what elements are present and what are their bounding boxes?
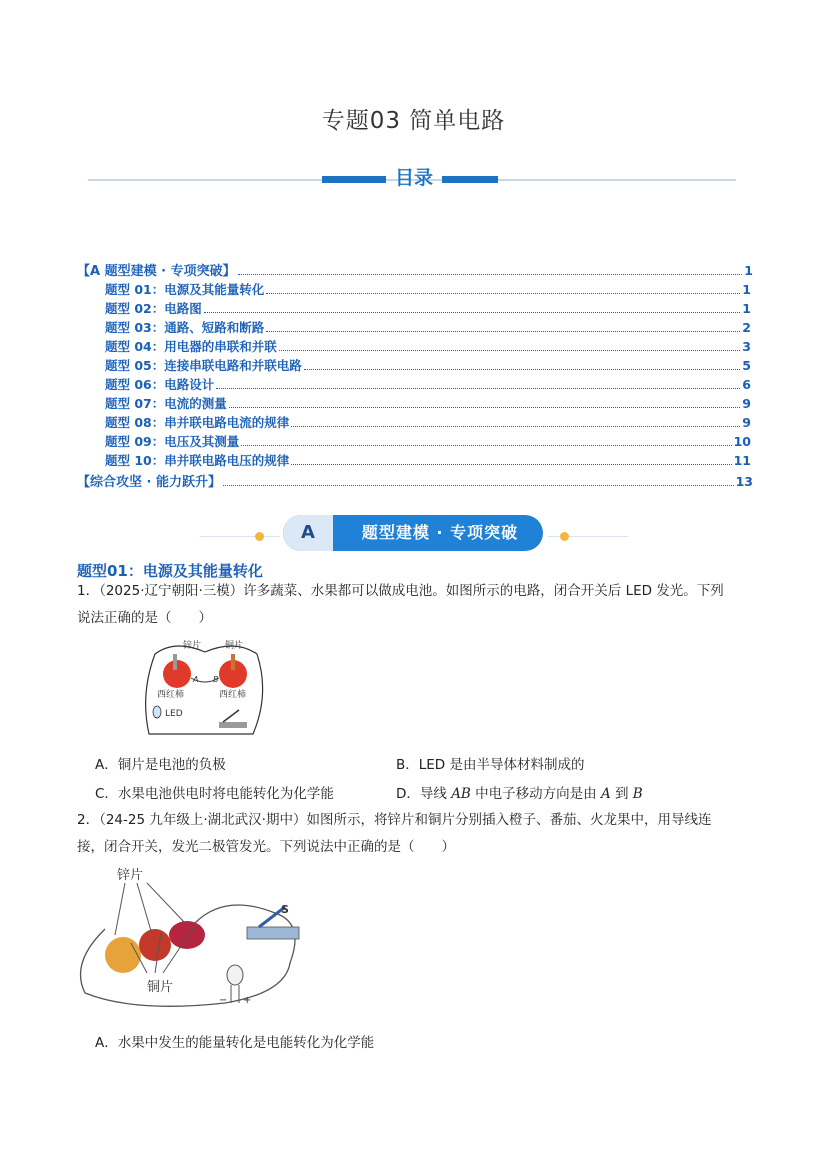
- toc-dots: [291, 426, 740, 427]
- q2-tomato: [139, 929, 171, 961]
- q1-zinc-plate: [173, 654, 177, 670]
- toc-item[interactable]: [105, 451, 751, 469]
- toc-section-label: 【A 题型建模 · 专项突破】: [77, 264, 236, 279]
- q1-label-copper: 铜片: [225, 641, 244, 651]
- toc-heading: 目录: [394, 167, 433, 189]
- toc-dots: [238, 274, 743, 275]
- q2-stem: [77, 807, 757, 861]
- q2-dragon-fruit: [169, 921, 205, 949]
- q1-led-icon: [153, 706, 161, 718]
- toc-item-label: 题型 02：电路图: [105, 301, 202, 316]
- banner-letter: A: [283, 515, 333, 551]
- toc-item[interactable]: [105, 413, 751, 431]
- toc-page: 1: [742, 301, 751, 316]
- toc-item-label: 题型 04：用电器的串联和并联: [105, 339, 277, 354]
- toc-dots: [216, 388, 740, 389]
- toc-page: 9: [742, 396, 751, 411]
- q1-switch-lever: [223, 710, 239, 722]
- q1-label-tomato-left: 西红柿: [157, 690, 185, 700]
- toc-item[interactable]: [105, 375, 751, 393]
- q2-orange: [105, 937, 141, 973]
- q2-label-minus: −: [219, 995, 228, 1006]
- q1-stem: [77, 578, 757, 632]
- toc-item-label: 题型 09：电压及其测量: [105, 434, 240, 449]
- toc-item-label: 题型 07：电流的测量: [105, 396, 227, 411]
- toc-item[interactable]: [105, 280, 751, 298]
- toc-item-label: 题型 08：串并联电路电流的规律: [105, 415, 290, 430]
- banner-line-left: [200, 536, 280, 537]
- toc-page: 1: [742, 282, 751, 297]
- toc-dots: [266, 331, 740, 332]
- toc-page: 10: [733, 434, 751, 449]
- toc-dots: [266, 293, 740, 294]
- toc-item-label: 题型 10：串并联电路电压的规律: [105, 453, 290, 468]
- toc-item[interactable]: [105, 394, 751, 412]
- toc-section-a[interactable]: [77, 260, 753, 279]
- toc-dots: [229, 407, 741, 408]
- toc-dots: [241, 445, 731, 446]
- toc-dots: [204, 312, 741, 313]
- toc-page: 6: [742, 377, 751, 392]
- q2-switch-base: [247, 927, 299, 939]
- toc-item-label: 题型 03：通路、短路和断路: [105, 320, 265, 335]
- toc-page: 11: [733, 453, 751, 468]
- q1-option-d-to: 到: [610, 786, 633, 802]
- page-title: 专题03 简单电路: [321, 108, 506, 134]
- q1-line2: 说法正确的是（ ）: [77, 610, 212, 626]
- toc-bar-right: [442, 176, 498, 183]
- q1-option-b[interactable]: B．LED 是由半导体材料制成的: [396, 757, 585, 773]
- q1-label-b: B: [213, 675, 219, 684]
- q2-label-switch: S: [281, 903, 289, 916]
- toc-item[interactable]: [105, 318, 751, 336]
- toc-page: 3: [742, 339, 751, 354]
- q2-label-zinc: 锌片: [117, 868, 144, 883]
- q2-label-plus: +: [243, 995, 252, 1006]
- q1-option-d-pre: D．导线: [396, 786, 452, 802]
- banner-dot-right: [560, 532, 569, 541]
- q1-option-d[interactable]: [396, 782, 643, 802]
- toc-dots: [291, 464, 731, 465]
- toc-dots: [279, 350, 741, 351]
- q1-label-tomato-right: 西红柿: [219, 690, 247, 700]
- toc-item[interactable]: [105, 337, 751, 355]
- toc-bar-left: [322, 176, 386, 183]
- toc-page: 13: [735, 474, 753, 489]
- toc-item-label: 题型 05：连接串联电路和并联电路: [105, 358, 302, 373]
- q1-option-c[interactable]: C．水果电池供电时将电能转化为化学能: [95, 786, 334, 802]
- toc-section-label: 【综合攻坚 · 能力跃升】: [77, 475, 221, 490]
- q1-copper-plate: [231, 654, 235, 670]
- q2-led-icon: [227, 965, 243, 985]
- section-title: 题型01：电源及其能量转化: [77, 562, 263, 580]
- q1-option-d-b: B: [632, 786, 643, 802]
- q1-option-d-ab: AB: [451, 786, 471, 802]
- q1-switch-base: [219, 722, 247, 728]
- toc-item[interactable]: [105, 432, 751, 450]
- toc-page: 5: [742, 358, 751, 373]
- q2-label-copper: 铜片: [147, 980, 174, 995]
- toc-section-b[interactable]: [77, 471, 753, 490]
- q1-option-a[interactable]: A．铜片是电池的负极: [95, 757, 226, 773]
- toc-page: 9: [742, 415, 751, 430]
- q2-figure: [75, 863, 305, 1023]
- q2-option-a[interactable]: A．水果中发生的能量转化是电能转化为化学能: [95, 1035, 375, 1051]
- toc-item[interactable]: [105, 356, 751, 374]
- banner-dot-left: [255, 532, 264, 541]
- toc-dots: [223, 485, 734, 486]
- toc-item[interactable]: [105, 299, 751, 317]
- q2-line2: 接，闭合开关，发光二极管发光。下列说法中正确的是（ ）: [77, 839, 455, 855]
- q1-line1: 1．（2025·辽宁朝阳·三模）许多蔬菜、水果都可以做成电池。如图所示的电路，闭合开关后 LED 发光。下列: [77, 583, 724, 599]
- toc-item-label: 题型 06：电路设计: [105, 377, 215, 392]
- toc-page: 1: [744, 263, 753, 278]
- q1-label-led: LED: [165, 709, 183, 719]
- banner-title: 题型建模 · 专项突破: [361, 523, 519, 542]
- q1-option-d-mid: 中电子移动方向是由: [470, 786, 601, 802]
- q2-line1: 2．（24-25 九年级上·湖北武汉·期中）如图所示，将锌片和铜片分别插入橙子、番茄、火龙果中，用导线连: [77, 812, 712, 828]
- q1-label-zinc: 锌片: [183, 641, 202, 651]
- toc-item-label: 题型 01：电源及其能量转化: [105, 282, 265, 297]
- toc-dots: [304, 369, 741, 370]
- q1-label-a: A: [193, 675, 199, 684]
- q1-option-d-a: A: [600, 786, 611, 802]
- q1-figure: [135, 634, 275, 742]
- toc-page: 2: [742, 320, 751, 335]
